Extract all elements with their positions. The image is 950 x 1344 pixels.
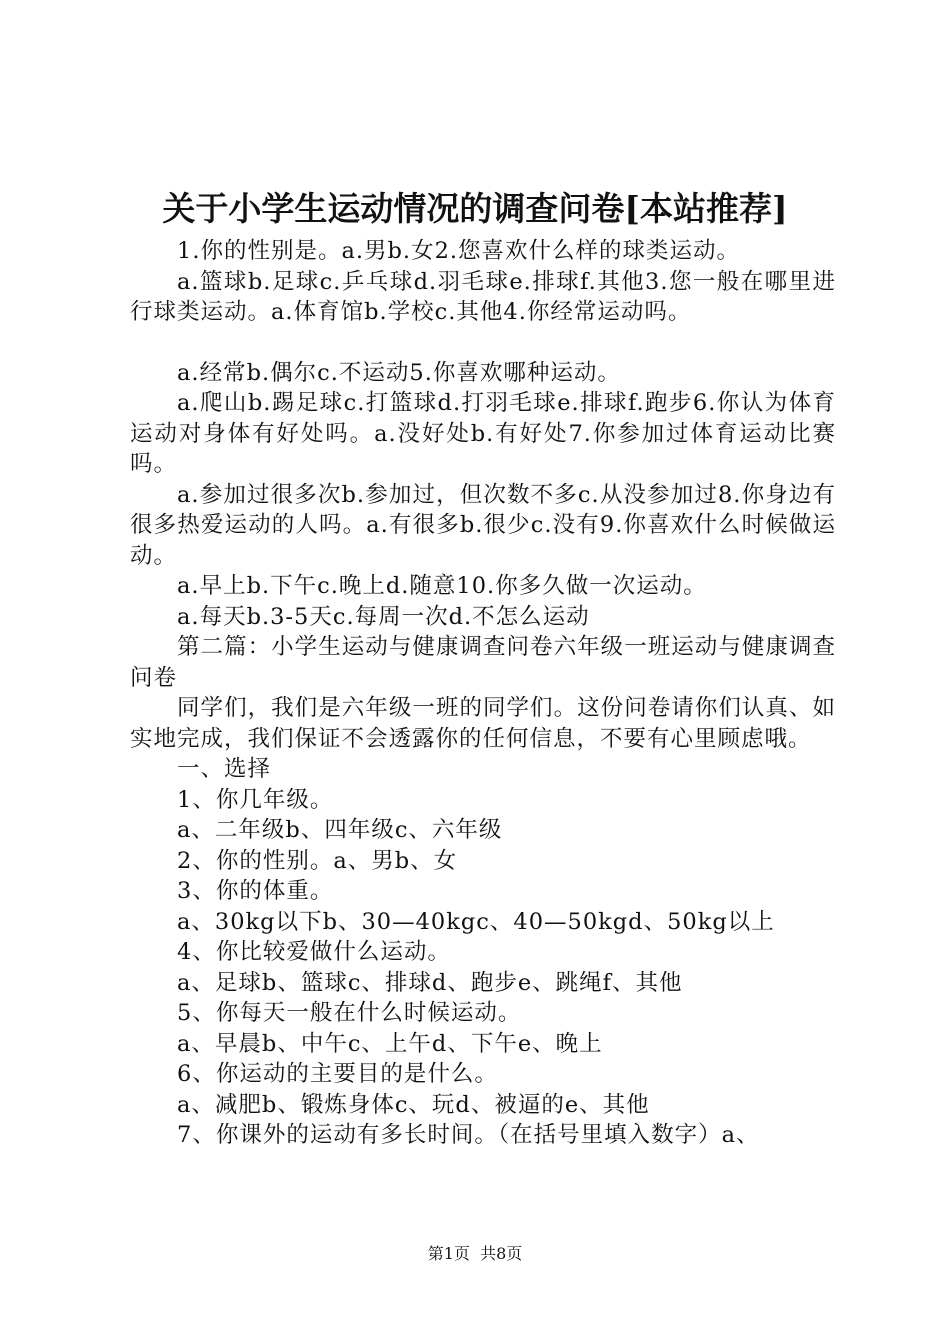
paragraph: 第二篇：小学生运动与健康调查问卷六年级一班运动与健康调查问卷 bbox=[130, 634, 836, 691]
answer-options: a、早晨b、中午c、上午d、下午e、晚上 bbox=[177, 1030, 603, 1057]
section-heading: 一、选择 bbox=[177, 756, 272, 782]
answer-options: a、30kg以下b、30—40kgc、40—50kgd、50kg以上 bbox=[177, 908, 775, 935]
paragraph: a.早上b.下午c.晚上d.随意10.你多久做一次运动。 bbox=[177, 573, 707, 599]
paragraph: 同学们，我们是六年级一班的同学们。这份问卷请你们认真、如实地完成，我们保证不会透露你的任何信息，不要有心里顾虑哦。 bbox=[130, 695, 836, 752]
question: 1、你几年级。 bbox=[177, 786, 334, 813]
paragraph: a.爬山b.踢足球c.打篮球d.打羽毛球e.排球f.跑步6.你认为体育运动对身体有好处吗。a.没好处b.有好处7.你参加过体育运动比赛吗。 bbox=[130, 390, 836, 477]
question: 5、你每天一般在什么时候运动。 bbox=[177, 1000, 522, 1026]
answer-options: a、减肥b、锻炼身体c、玩d、被逼的e、其他 bbox=[177, 1091, 650, 1118]
question: 7、你课外的运动有多长时间。（在括号里填入数字）a、 bbox=[177, 1122, 760, 1148]
question: 3、你的体重。 bbox=[177, 878, 334, 904]
paragraph: a.篮球b.足球c.乒乓球d.羽毛球e.排球f.其他3.您一般在哪里进行球类运动。a.体育馆b.学校c.其他4.你经常运动吗。 bbox=[130, 268, 836, 325]
paragraph: 1.你的性别是。a.男b.女2.您喜欢什么样的球类运动。 bbox=[177, 238, 741, 264]
answer-options: a、二年级b、四年级c、六年级 bbox=[177, 817, 503, 843]
page-footer: 第1页 共8页 bbox=[427, 1244, 523, 1263]
question: 6、你运动的主要目的是什么。 bbox=[177, 1061, 498, 1087]
question: 4、你比较爱做什么运动。 bbox=[177, 939, 451, 965]
paragraph: a.参加过很多次b.参加过，但次数不多c.从没参加过8.你身边有很多热爱运动的人吗。a.有很多b.很少c.没有9.你喜欢什么时候做运动。 bbox=[130, 481, 836, 569]
paragraph: a.每天b.3-5天c.每周一次d.不怎么运动 bbox=[177, 603, 590, 630]
question: 2、你的性别。a、男b、女 bbox=[177, 847, 458, 874]
answer-options: a、足球b、篮球c、排球d、跑步e、跳绳f、其他 bbox=[177, 969, 683, 996]
document-body bbox=[130, 236, 836, 1151]
paragraph: a.经常b.偶尔c.不运动5.你喜欢哪种运动。 bbox=[177, 359, 621, 386]
document-title: 关于小学生运动情况的调查问卷[本站推荐] bbox=[162, 189, 788, 228]
